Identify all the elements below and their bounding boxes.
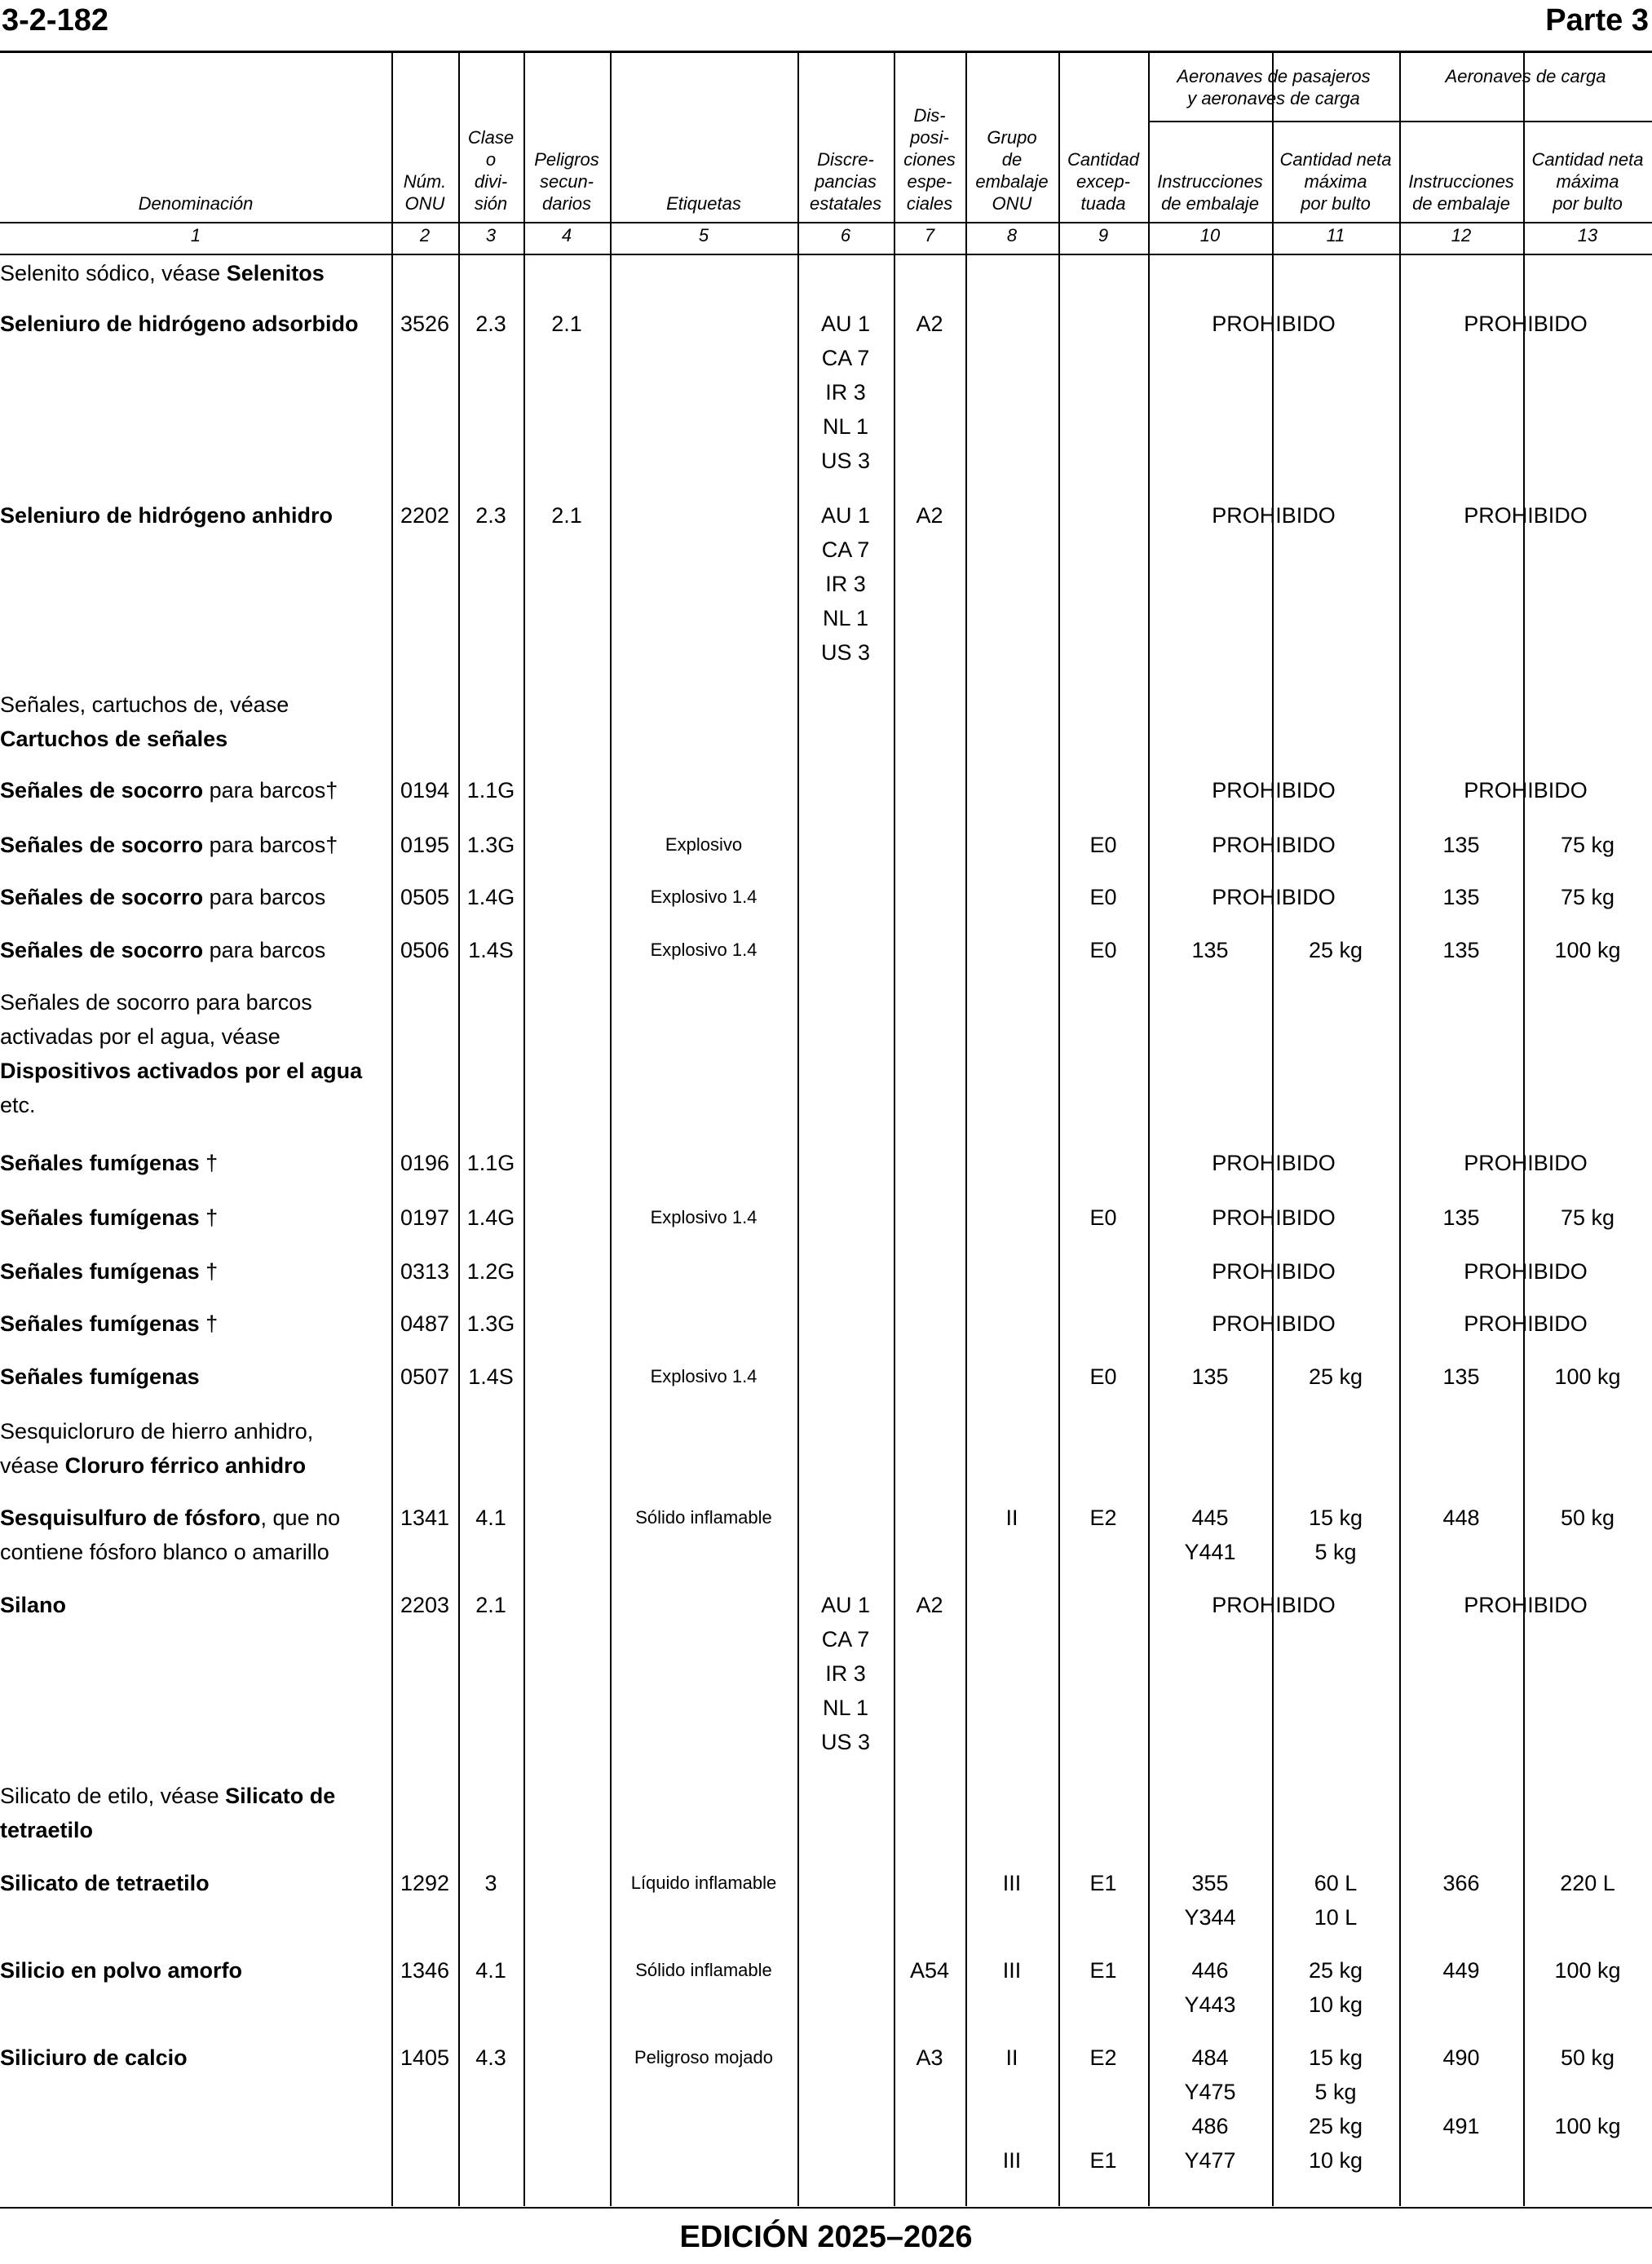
cell-un: 1346 [400,1958,450,1983]
substance-name-suffix: para barcos [203,938,326,962]
cell-sp: A54 [909,1958,950,1983]
cell-eq: E1 [1089,1958,1117,1983]
col-number: 10 [1199,225,1221,245]
cell-pax-qty: 15 kg 5 kg 25 kg 10 kg [1308,2045,1363,2173]
cell-cls: 2.3 [475,503,506,528]
page-part: Parte 3 [1545,3,1649,38]
col-number: 11 [1326,225,1345,245]
cell-cls: 1.4G [466,1205,515,1230]
cell-label: Explosivo 1.4 [650,1207,758,1227]
substance-name-bold: Silicato de tetraetilo [0,1784,336,1842]
substance-name [0,307,390,341]
cell-cls: 1.2G [466,1259,515,1284]
cell-pg: III [1002,1958,1022,1983]
cell-cls: 4.3 [475,2045,506,2070]
pax-prohibited: PROHIBIDO [1212,312,1336,336]
col-heading-denominacion: Denominación [138,193,254,214]
cell-cargo-qty: 100 kg [1554,938,1621,962]
substance-name [0,1414,390,1483]
pax-prohibited: PROHIBIDO [1212,503,1336,528]
cell-label: Explosivo 1.4 [650,1366,758,1386]
col-heading-clase: Clase o divi- sión [467,127,515,214]
substance-name [0,1254,390,1289]
col-heading-cargo-cantidad: Cantidad neta máxima por bulto [1531,149,1644,214]
col-number: 2 [419,225,431,245]
cargo-prohibited: PROHIBIDO [1464,312,1588,336]
pax-prohibited: PROHIBIDO [1212,778,1336,803]
cell-eq: E2 [1089,1506,1117,1530]
cell-un: 0313 [400,1259,450,1284]
substance-name [0,880,390,914]
cell-cls: 1.4S [468,938,514,962]
col-number: 7 [924,225,935,245]
cell-un: 0505 [400,885,450,909]
cell-sp: A2 [916,503,943,528]
col-number: 5 [698,225,709,245]
cell-label: Sólido inflamable [635,1507,772,1528]
cell-cargo-pi: 135 [1442,1364,1480,1389]
substance-name-text: Selenito sódico, véase [0,261,227,285]
cell-disc: AU 1 CA 7 IR 3 NL 1 US 3 [820,312,871,473]
substance-name-bold: Señales de socorro [0,833,204,857]
cell-cargo-qty: 75 kg [1560,833,1615,857]
cell-label: Explosivo 1.4 [650,940,758,960]
substance-name-text: Silicato de etilo, véase [0,1784,226,1808]
cargo-prohibited: PROHIBIDO [1464,1259,1588,1284]
cell-pax-qty: 25 kg [1308,938,1363,962]
col-number: 3 [485,225,497,245]
col-number: 12 [1451,225,1472,245]
cell-eq: E0 [1089,1205,1117,1230]
col-heading-pax-cantidad: Cantidad neta máxima por bulto [1279,149,1392,214]
cell-un: 0507 [400,1364,450,1389]
substance-name-bold: Señales fumígenas [0,1311,200,1336]
cell-pax-qty: 25 kg [1308,1364,1363,1389]
substance-name [0,828,390,862]
cargo-prohibited: PROHIBIDO [1464,1151,1588,1175]
cell-cargo-pi: 135 [1442,885,1480,909]
substance-name [0,1360,390,1394]
cell-cls: 1.3G [466,1311,515,1336]
cell-cargo-qty: 50 kg [1560,1506,1615,1530]
substance-name-bold: Señales fumígenas [0,1259,200,1284]
substance-name-suffix: , que no contiene fósforo blanco o amarillo [0,1506,341,1564]
substance-name-suffix: etc. [0,1093,36,1117]
cell-cargo-qty: 75 kg [1560,1205,1615,1230]
cell-label: Explosivo [665,834,743,855]
substance-name-suffix: para barcos [203,885,326,909]
cell-sub: 2.1 [551,312,582,336]
cell-label: Explosivo 1.4 [650,887,758,907]
substance-name-bold: Seleniuro de hidrógeno anhidro [0,503,333,528]
col-heading-etiquetas: Etiquetas [666,193,741,214]
substance-name [0,933,390,967]
col-heading-discrepancias: Discre- pancias estatales [809,149,882,214]
cell-un: 1405 [400,2045,450,2070]
cell-cls: 1.4S [468,1364,514,1389]
cell-cls: 3 [484,1871,497,1895]
substance-name [0,985,390,1122]
cell-eq: E0 [1089,833,1117,857]
cell-pax-pi: 135 [1191,938,1229,962]
cell-pax-qty: 15 kg 5 kg [1308,1506,1363,1564]
substance-name-bold: Señales fumígenas [0,1364,200,1389]
substance-name-bold: Siliciuro de calcio [0,2045,188,2070]
cell-eq: E0 [1089,938,1117,962]
cell-un: 0196 [400,1151,450,1175]
cell-pg: III [1002,1871,1022,1895]
cell-pax-qty: 60 L 10 L [1314,1871,1358,1930]
cell-pax-pi: 355 Y344 [1184,1871,1236,1930]
col-heading-cantidad-exceptuada: Cantidad excep- tuada [1067,149,1140,214]
cell-cls: 2.1 [475,1593,506,1617]
substance-name [0,1866,390,1900]
pax-prohibited: PROHIBIDO [1212,885,1336,909]
col-heading-num-onu: Núm. ONU [403,171,447,214]
substance-name [0,1146,390,1180]
cell-un: 2203 [400,1593,450,1617]
pax-prohibited: PROHIBIDO [1212,1593,1336,1617]
header-rule-bottom [0,222,1652,223]
cell-label: Líquido inflamable [630,1873,777,1893]
cell-eq: E2 E1 [1089,2045,1117,2173]
substance-name-bold: Selenitos [226,261,325,285]
substance-name-text: Señales de socorro para barcos activadas por el agua, véase [0,990,312,1049]
substance-name-suffix: † [199,1151,219,1175]
group-passenger-heading: Aeronaves de pasajeros y aeronaves de carga [1177,66,1371,108]
footer-rule [0,2207,1652,2209]
cell-un: 2202 [400,503,450,528]
cell-cls: 4.1 [475,1958,506,1983]
cargo-prohibited: PROHIBIDO [1464,778,1588,803]
cell-cargo-pi: 449 [1442,1958,1480,1983]
substance-name-bold: Silano [0,1593,67,1617]
col-number: 6 [840,225,851,245]
cell-pg: II III [1002,2045,1022,2173]
cell-un: 0487 [400,1311,450,1336]
col-heading-cargo-instrucciones: Instrucciones de embalaje [1408,171,1514,214]
substance-name-bold: Dispositivos activados por el agua [0,1059,363,1083]
cell-cargo-pi: 135 [1442,833,1480,857]
substance-name [0,1953,390,1988]
cell-eq: E1 [1089,1871,1117,1895]
column-divider [894,53,895,2206]
group-header-rule [1148,121,1652,122]
cell-eq: E0 [1089,1364,1117,1389]
substance-name [0,256,390,290]
col-heading-peligros: Peligros secun- darios [534,149,599,214]
substance-name-suffix: † [199,1311,219,1336]
pax-prohibited: PROHIBIDO [1212,1259,1336,1284]
substance-name-bold: Señales de socorro [0,938,204,962]
substance-name [0,1501,390,1569]
cell-cargo-qty: 75 kg [1560,885,1615,909]
cell-un: 0195 [400,833,450,857]
cell-pax-pi: 446 Y443 [1184,1958,1236,2017]
column-number-rule [0,254,1652,255]
col-number: 1 [190,225,201,245]
substance-name-bold: Silicato de tetraetilo [0,1871,210,1895]
substance-name-text: Señales, cartuchos de, véase [0,692,289,717]
cargo-prohibited: PROHIBIDO [1464,1593,1588,1617]
pax-prohibited: PROHIBIDO [1212,1311,1336,1336]
cell-cargo-pi: 490 491 [1442,2045,1480,2138]
substance-name-bold: Señales fumígenas [0,1205,200,1230]
substance-name-bold: Cartuchos de señales [0,727,228,751]
col-heading-pax-instrucciones: Instrucciones de embalaje [1157,171,1263,214]
pax-prohibited: PROHIBIDO [1212,1151,1336,1175]
cell-pax-pi: 445 Y441 [1184,1506,1236,1564]
pax-prohibited: PROHIBIDO [1212,1205,1336,1230]
cargo-prohibited: PROHIBIDO [1464,1311,1588,1336]
substance-name-bold: Silicio en polvo amorfo [0,1958,243,1983]
cell-sp: A3 [916,2045,943,2070]
cell-label: Sólido inflamable [635,1960,772,1980]
column-divider [523,53,525,2206]
substance-name-bold: Cloruro férrico anhidro [64,1453,307,1478]
col-heading-grupo: Grupo de embalaje ONU [975,127,1049,214]
cell-pax-pi: 135 [1191,1364,1229,1389]
cell-sp: A2 [916,312,943,336]
cell-cargo-pi: 135 [1442,1205,1480,1230]
cell-cargo-qty: 50 kg 100 kg [1554,2045,1621,2138]
substance-name-suffix: para barcos† [203,833,338,857]
group-cargo-heading: Aeronaves de carga [1445,66,1606,86]
cell-un: 1341 [400,1506,450,1530]
col-number: 9 [1098,225,1109,245]
substance-name-suffix: † [199,1259,219,1284]
substance-name-suffix: † [199,1205,219,1230]
substance-name-bold: Señales de socorro [0,778,204,803]
page-number: 3-2-182 [2,3,108,38]
cell-cls: 1.4G [466,885,515,909]
cell-cls: 1.1G [466,778,515,803]
substance-name [0,1779,390,1847]
cell-cls: 2.3 [475,312,506,336]
substance-name [0,688,390,756]
col-number: 13 [1577,225,1598,245]
cell-sub: 2.1 [551,503,582,528]
cell-sp: A2 [916,1593,943,1617]
substance-name-suffix: para barcos† [203,778,338,803]
cell-cargo-qty: 100 kg [1554,1958,1621,1983]
cell-disc: AU 1 CA 7 IR 3 NL 1 US 3 [820,1593,871,1754]
cell-disc: AU 1 CA 7 IR 3 NL 1 US 3 [820,503,871,665]
substance-name-text: Sesquicloruro de hierro anhidro, véase [0,1419,314,1478]
cell-eq: E0 [1089,885,1117,909]
cell-label: Peligroso mojado [634,2047,773,2067]
cell-pax-qty: 25 kg 10 kg [1308,1958,1363,2017]
cell-un: 0197 [400,1205,450,1230]
header-rule [0,51,1652,53]
substance-name [0,1588,390,1622]
edition-footer: EDICIÓN 2025–2026 [679,2220,973,2254]
substance-name-bold: Señales de socorro [0,885,204,909]
cell-pax-pi: 484 Y475 486 Y477 [1184,2045,1236,2173]
cell-cargo-qty: 100 kg [1554,1364,1621,1389]
substance-name [0,2041,390,2075]
cell-cargo-qty: 220 L [1560,1871,1615,1895]
cell-cls: 4.1 [475,1506,506,1530]
substance-name-bold: Seleniuro de hidrógeno adsorbido [0,312,359,336]
substance-name-bold: Sesquisulfuro de fósforo [0,1506,261,1530]
pax-prohibited: PROHIBIDO [1212,833,1336,857]
cell-un: 0506 [400,938,450,962]
cell-pg: II [1005,1506,1018,1530]
cell-un: 1292 [400,1871,450,1895]
substance-name [0,498,390,533]
substance-name [0,773,390,807]
col-heading-disposiciones: Dis- posi- ciones espe- ciales [903,105,956,214]
cell-un: 3526 [400,312,450,336]
cell-cls: 1.1G [466,1151,515,1175]
cell-cls: 1.3G [466,833,515,857]
cell-cargo-pi: 135 [1442,938,1480,962]
substance-name [0,1307,390,1341]
col-number: 4 [561,225,572,245]
cargo-prohibited: PROHIBIDO [1464,503,1588,528]
cell-cargo-pi: 366 [1442,1871,1480,1895]
substance-name [0,1201,390,1235]
cell-cargo-pi: 448 [1442,1506,1480,1530]
substance-name-bold: Señales fumígenas [0,1151,200,1175]
page-header [0,0,1652,51]
col-number: 8 [1006,225,1018,245]
cell-un: 0194 [400,778,450,803]
